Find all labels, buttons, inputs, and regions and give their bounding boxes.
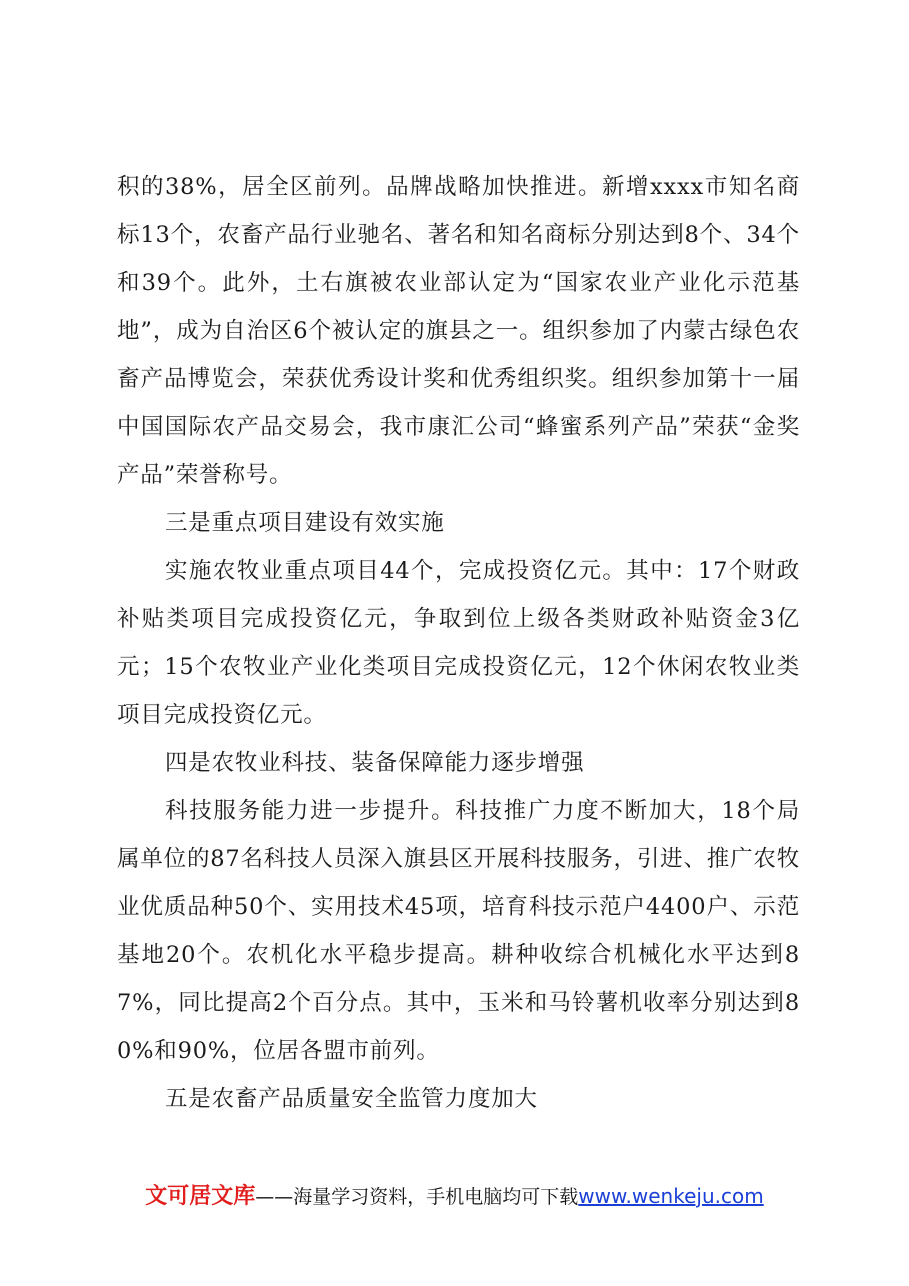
paragraph-continuation: 积的38%，居全区前列。品牌战略加快推进。新增xxxx市知名商标13个，农畜产品行业驰名、著名和知名商标分别达到8个、34个和39个。此外，土右旗被农业部认定为“国家农业产业化示范基地”，成为自治区6个被认定的旗县之一。组织参加了内蒙古绿色农畜产品博览会，荣获优秀设计奖和优秀组织奖。组织参加第十一届中国国际农产品交易会，我市康汇公司“蜂蜜系列产品”荣获“金奖产品”荣誉称号。 — [117, 174, 800, 488]
paragraph-tech-equipment: 科技服务能力进一步提升。科技推广力度不断加大，18个局属单位的87名科技人员深入旗县区开展科技服务，引进、推广农牧业优质品种50个、实用技术45项，培育科技示范户4400户、示范基地20个。农机化水平稳步提高。耕种收综合机械化水平达到87%，同比提高2个百分点。其中，玉米和马铃薯机收率分别达到80%和90%，位居各盟市前列。 — [117, 798, 800, 1064]
footer-banner — [0, 1182, 909, 1211]
footer-url-link[interactable]: www.wenkeju.com — [578, 1184, 764, 1208]
section-heading-3: 三是重点项目建设有效实施 — [165, 510, 445, 536]
footer-tagline: ——海量学习资料，手机电脑均可下载 — [255, 1186, 579, 1208]
section-heading-5: 五是农畜产品质量安全监管力度加大 — [165, 1086, 538, 1112]
document-body — [117, 163, 800, 1123]
paragraph-key-projects: 实施农牧业重点项目44个，完成投资亿元。其中：17个财政补贴类项目完成投资亿元，争取到位上级各类财政补贴资金3亿元；15个农牧业产业化类项目完成投资亿元，12个休闲农牧业类项目完成投资亿元。 — [117, 558, 800, 728]
footer-brand: 文可居文库 — [145, 1184, 256, 1209]
section-heading-4: 四是农牧业科技、装备保障能力逐步增强 — [165, 750, 585, 776]
